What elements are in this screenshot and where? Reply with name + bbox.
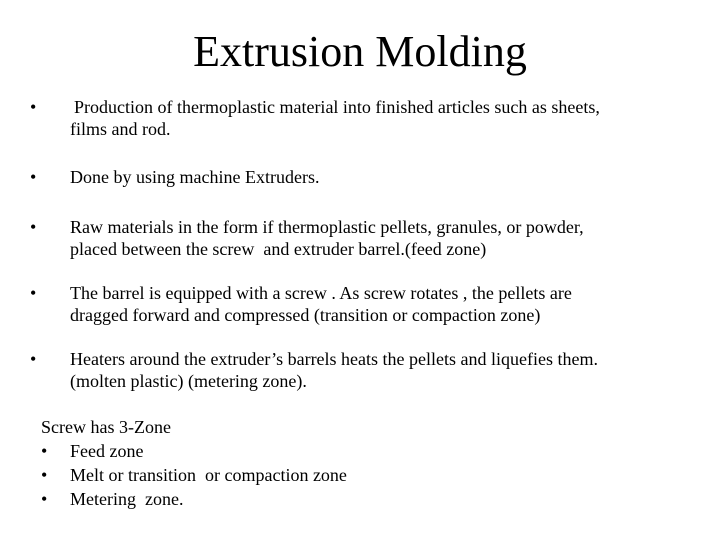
screw-zones-heading: Screw has 3-Zone [41, 417, 171, 437]
bullet-text-line-2: placed between the screw and extruder barrel.(feed zone) [70, 239, 487, 259]
bullet-icon: • [30, 167, 37, 187]
bullet-icon: • [30, 97, 37, 117]
zone-item-label: Metering zone. [70, 489, 184, 509]
bullet-text-line-1: Heaters around the extruder’s barrels heats the pellets and liquefies them. [70, 349, 598, 369]
zone-item-label: Melt or transition or compaction zone [70, 465, 347, 485]
bullet-icon: • [30, 217, 37, 237]
slide-title: Extrusion Molding [193, 27, 527, 76]
zone-item [41, 439, 681, 463]
bullet-icon: • [30, 349, 37, 369]
bullet-item [30, 96, 720, 140]
bullet-item [30, 166, 720, 188]
screw-zones-list [41, 439, 681, 511]
bullet-text-line-1: Raw materials in the form if thermoplastic pellets, granules, or powder, [70, 217, 584, 237]
zone-item-label: Feed zone [70, 441, 144, 461]
bullet-text-line-1: Done by using machine Extruders. [70, 167, 320, 187]
screw-zones-section [41, 415, 681, 511]
zone-item [41, 487, 681, 511]
bullet-text-line-1: Production of thermoplastic material into finished articles such as sheets, [74, 97, 600, 117]
bullet-text-line-2: films and rod. [70, 119, 171, 139]
bullet-text-line-2: (molten plastic) (metering zone). [70, 371, 307, 391]
zone-item [41, 463, 681, 487]
bullet-text-line-1: The barrel is equipped with a screw . As screw rotates , the pellets are [70, 283, 572, 303]
bullet-icon: • [30, 283, 37, 303]
bullet-icon: • [41, 441, 48, 461]
bullet-item [30, 282, 720, 326]
bullet-item [30, 348, 720, 392]
bullet-item [30, 216, 720, 260]
bullet-text-line-2: dragged forward and compressed (transition or compaction zone) [70, 305, 541, 325]
bullet-icon: • [41, 489, 48, 509]
bullet-icon: • [41, 465, 48, 485]
